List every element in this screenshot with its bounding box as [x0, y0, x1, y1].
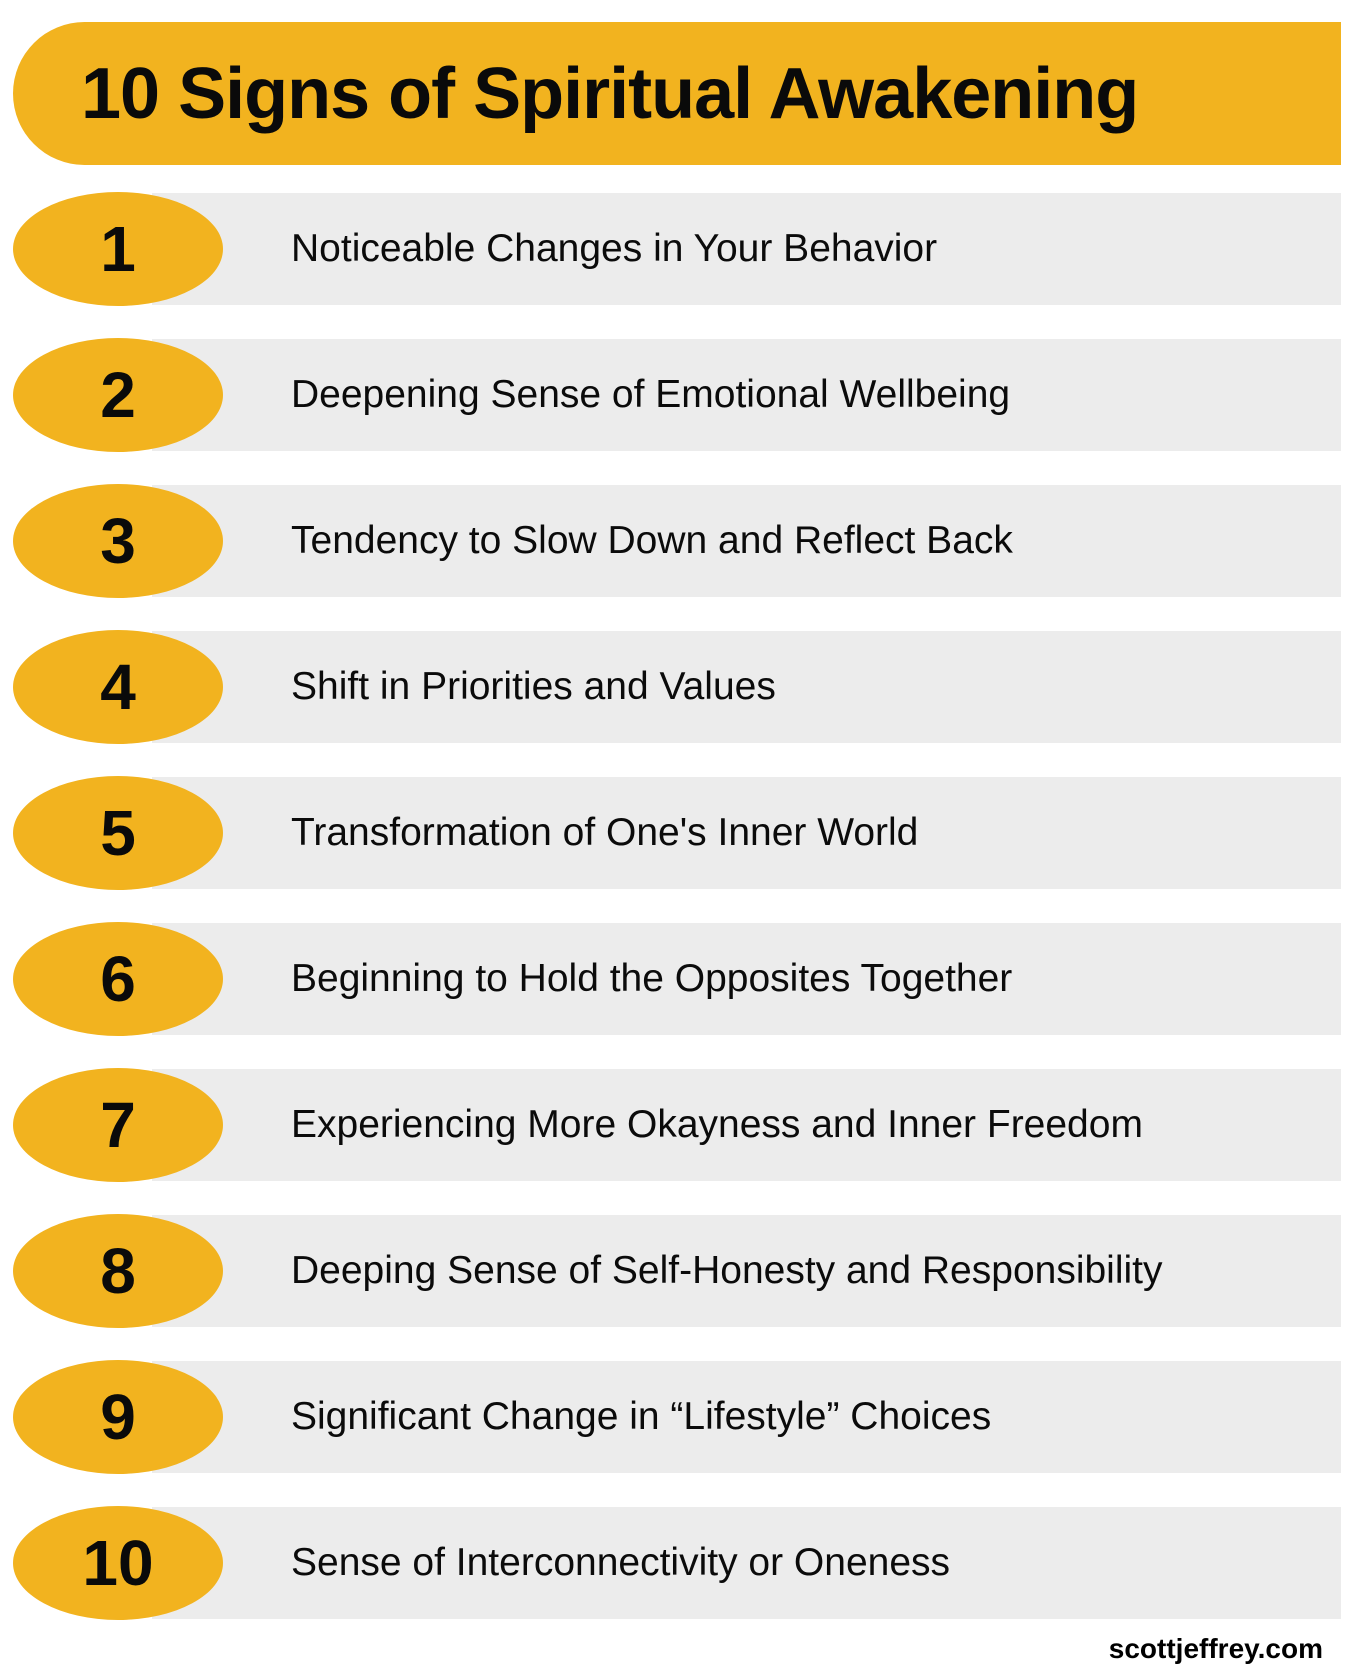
- list-item: [0, 485, 1364, 597]
- item-number-badge: [13, 776, 223, 890]
- list-item: [0, 923, 1364, 1035]
- item-number: 3: [100, 505, 136, 577]
- item-label: Transformation of One's Inner World: [291, 811, 919, 854]
- item-number: 10: [82, 1527, 154, 1599]
- list-item: [0, 193, 1364, 305]
- item-number: 8: [100, 1235, 136, 1307]
- item-number-badge: [13, 630, 223, 744]
- item-number: 7: [100, 1089, 136, 1161]
- item-label: Beginning to Hold the Opposites Together: [291, 957, 1013, 1000]
- item-number: 6: [100, 943, 136, 1015]
- item-label: Deepening Sense of Emotional Wellbeing: [291, 373, 1011, 416]
- item-number-badge: [13, 484, 223, 598]
- item-label: Significant Change in “Lifestyle” Choices: [291, 1395, 992, 1438]
- list-item: [0, 1507, 1364, 1619]
- list-item: [0, 1361, 1364, 1473]
- item-number-badge: [13, 1214, 223, 1328]
- item-number-badge: [13, 338, 223, 452]
- signs-list: [0, 193, 1364, 1653]
- item-label: Experiencing More Okayness and Inner Freedom: [291, 1103, 1143, 1146]
- header-banner: [13, 22, 1341, 165]
- site-credit: scottjeffrey.com: [1108, 1633, 1323, 1664]
- item-number: 2: [100, 359, 136, 431]
- item-number-badge: [13, 1506, 223, 1620]
- list-item: [0, 1215, 1364, 1327]
- item-label: Noticeable Changes in Your Behavior: [291, 227, 938, 270]
- footer: [1109, 1633, 1323, 1665]
- page-title: 10 Signs of Spiritual Awakening: [81, 53, 1139, 134]
- item-number-badge: [13, 192, 223, 306]
- item-label: Shift in Priorities and Values: [291, 665, 776, 708]
- item-number: 4: [100, 651, 136, 723]
- list-item: [0, 339, 1364, 451]
- item-number: 5: [100, 797, 136, 869]
- item-number-badge: [13, 922, 223, 1036]
- list-item: [0, 1069, 1364, 1181]
- item-label: Tendency to Slow Down and Reflect Back: [291, 519, 1013, 562]
- list-item: [0, 631, 1364, 743]
- item-number: 9: [100, 1381, 136, 1453]
- item-label: Sense of Interconnectivity or Oneness: [291, 1541, 951, 1584]
- item-number-badge: [13, 1068, 223, 1182]
- item-number: 1: [100, 213, 136, 285]
- item-label: Deeping Sense of Self-Honesty and Responsibility: [291, 1249, 1163, 1292]
- list-item: [0, 777, 1364, 889]
- item-number-badge: [13, 1360, 223, 1474]
